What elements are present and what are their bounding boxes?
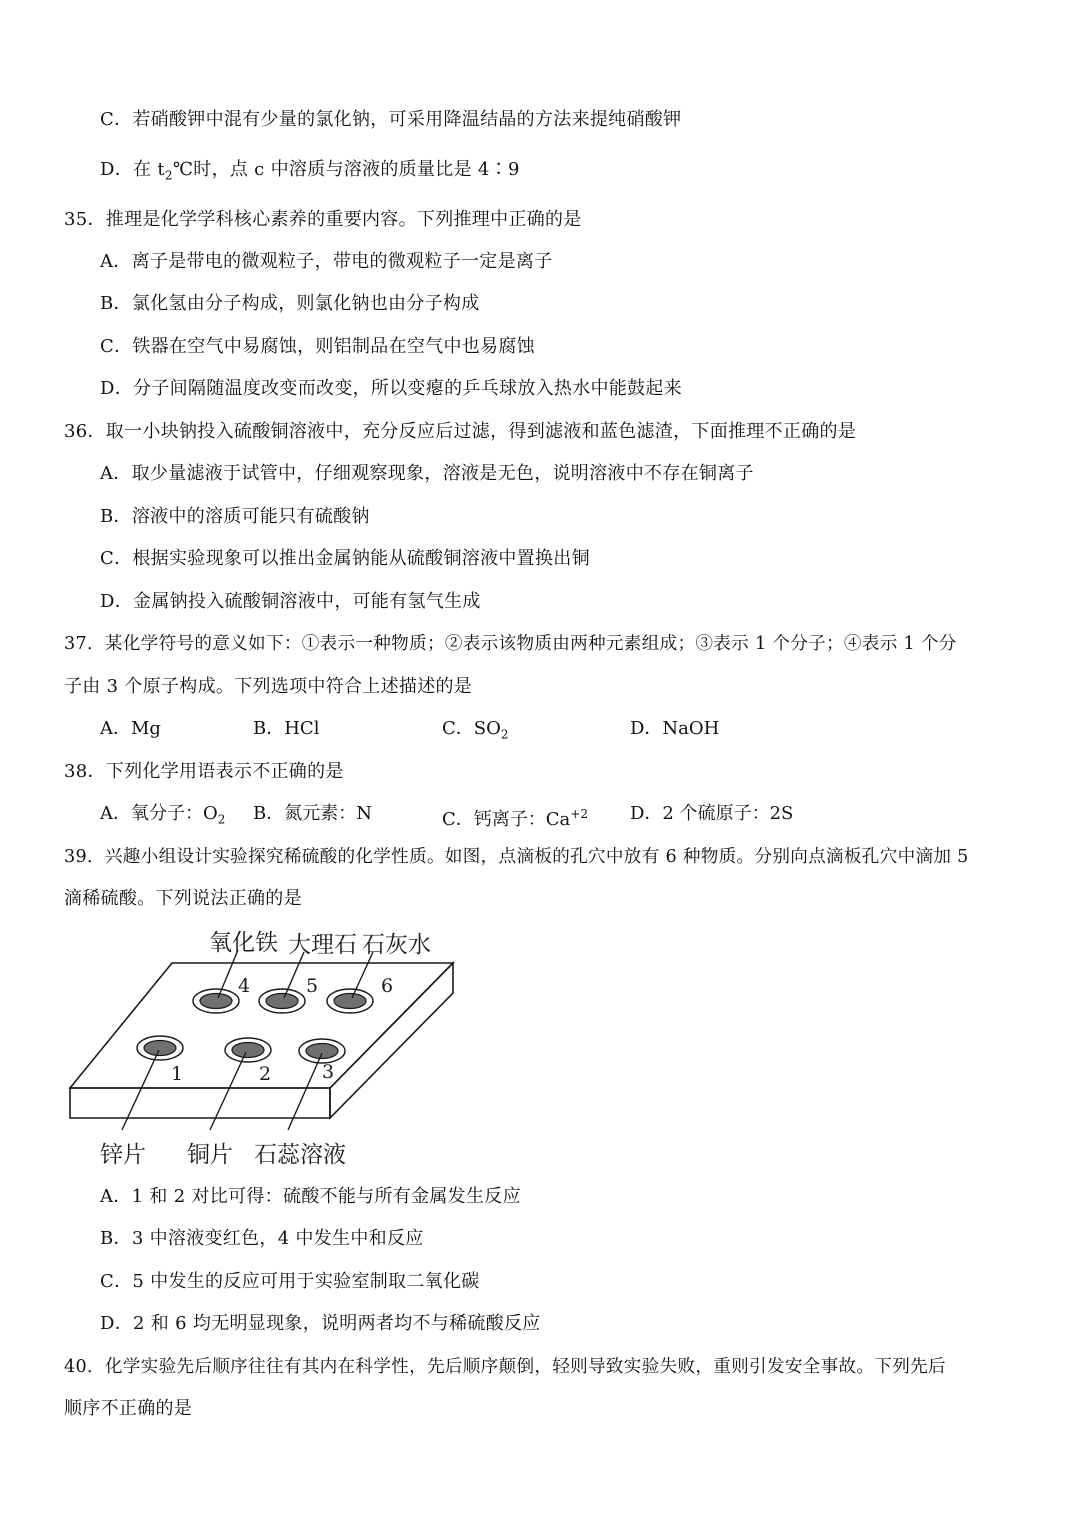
label-marble: 大理石 (288, 932, 357, 958)
q37-options (0, 717, 1080, 743)
q37-stem-line1: 37．某化学符号的意义如下：①表示一种物质；②表示该物质由两种元素组成；③表示 1 个分子；④表示 1 个分 (64, 634, 957, 654)
q40-stem-line1: 40．化学实验先后顺序往往有其内在科学性，先后顺序颠倒，轻则导致实验失败，重则引发安全事故。下列先后 (64, 1357, 946, 1377)
q35-option-c: C．铁器在空气中易腐蚀，则铝制品在空气中也易腐蚀 (100, 336, 535, 357)
q38-option-b: B．氮元素：N (253, 803, 372, 824)
q38-c-sup: +2 (570, 807, 588, 821)
spot-plate-diagram (60, 920, 480, 1170)
q38-options (0, 802, 1080, 828)
q38-a-sub: 2 (217, 812, 226, 827)
q39-option-a: A．1 和 2 对比可得：硫酸不能与所有金属发生反应 (100, 1186, 521, 1207)
q35-option-d: D．分子间隔随温度改变而改变，所以变瘪的乒乓球放入热水中能鼓起来 (100, 378, 683, 399)
well-5 (259, 989, 305, 1013)
q34-d-post: ℃时，点 c 中溶质与溶液的质量比是 4∶9 (172, 159, 520, 180)
well-number-4: 4 (238, 975, 251, 997)
well-number-3: 3 (322, 1061, 335, 1083)
q38-option-a (100, 802, 225, 832)
q37-option-a: A．Mg (100, 718, 161, 739)
q34-option-d (100, 158, 520, 188)
q39-stem-line1: 39．兴趣小组设计实验探究稀硫酸的化学性质。如图，点滴板的孔穴中放有 6 种物质。分别向点滴板孔穴中滴加 5 (64, 847, 969, 867)
q34-option-c: C．若硝酸钾中混有少量的氯化钠，可采用降温结晶的方法来提纯硝酸钾 (100, 109, 682, 130)
q39-option-c: C．5 中发生的反应可用于实验室制取二氧化碳 (100, 1271, 480, 1292)
q38-stem: 38．下列化学用语表示不正确的是 (64, 761, 344, 782)
q37-c-sub: 2 (500, 727, 509, 742)
q38-option-c (442, 802, 588, 832)
q37-option-c (442, 717, 509, 747)
well-number-2: 2 (259, 1063, 272, 1085)
q36-option-a: A．取少量滤液于试管中，仔细观察现象，溶液是无色，说明溶液中不存在铜离子 (100, 463, 754, 484)
q39-option-d: D．2 和 6 均无明显现象，说明两者均不与稀硫酸反应 (100, 1313, 541, 1334)
q35-option-a: A．离子是带电的微观粒子，带电的微观粒子一定是离子 (100, 251, 553, 272)
label-zinc: 锌片 (100, 1142, 146, 1168)
q39-stem-line2: 滴稀硫酸。下列说法正确的是 (64, 888, 302, 909)
well-2 (225, 1038, 271, 1062)
well-number-1: 1 (171, 1063, 184, 1085)
well-number-5: 5 (306, 975, 319, 997)
q37-option-d: D．NaOH (630, 718, 720, 739)
q39-option-b: B．3 中溶液变红色，4 中发生中和反应 (100, 1228, 424, 1249)
q38-option-d: D．2 个硫原子：2S (630, 803, 794, 824)
q38-c-pre: C．钙离子：Ca (442, 809, 571, 830)
q35-stem: 35．推理是化学学科核心素养的重要内容。下列推理中正确的是 (64, 209, 582, 230)
well-6 (327, 989, 373, 1013)
q36-stem: 36．取一小块钠投入硫酸铜溶液中，充分反应后过滤，得到滤液和蓝色滤渣，下面推理不正确的是 (64, 421, 857, 442)
q36-option-d: D．金属钠投入硫酸铜溶液中，可能有氢气生成 (100, 591, 481, 612)
label-limewater: 石灰水 (362, 932, 431, 958)
q37-stem-line2: 子由 3 个原子构成。下列选项中符合上述描述的是 (64, 676, 473, 697)
q34-d-sub: 2 (164, 168, 173, 183)
well-4 (193, 989, 239, 1013)
q37-option-b: B．HCl (253, 718, 320, 739)
q35-option-b: B．氯化氢由分子构成，则氯化钠也由分子构成 (100, 293, 480, 314)
q36-option-c: C．根据实验现象可以推出金属钠能从硫酸铜溶液中置换出铜 (100, 548, 590, 569)
label-copper: 铜片 (187, 1142, 233, 1168)
label-litmus: 石蕊溶液 (254, 1142, 346, 1168)
q36-option-b: B．溶液中的溶质可能只有硫酸钠 (100, 506, 370, 527)
plate-front-face (70, 1088, 330, 1118)
q40-stem-line2: 顺序不正确的是 (64, 1398, 193, 1419)
well-3 (299, 1039, 345, 1063)
q34-d-pre: D．在 t (100, 159, 165, 180)
well-1 (137, 1036, 183, 1060)
q38-a-pre: A．氧分子：O (100, 803, 218, 824)
label-ferric-oxide: 氧化铁 (209, 930, 278, 956)
q37-c-pre: C．SO (442, 718, 501, 739)
well-number-6: 6 (381, 975, 394, 997)
